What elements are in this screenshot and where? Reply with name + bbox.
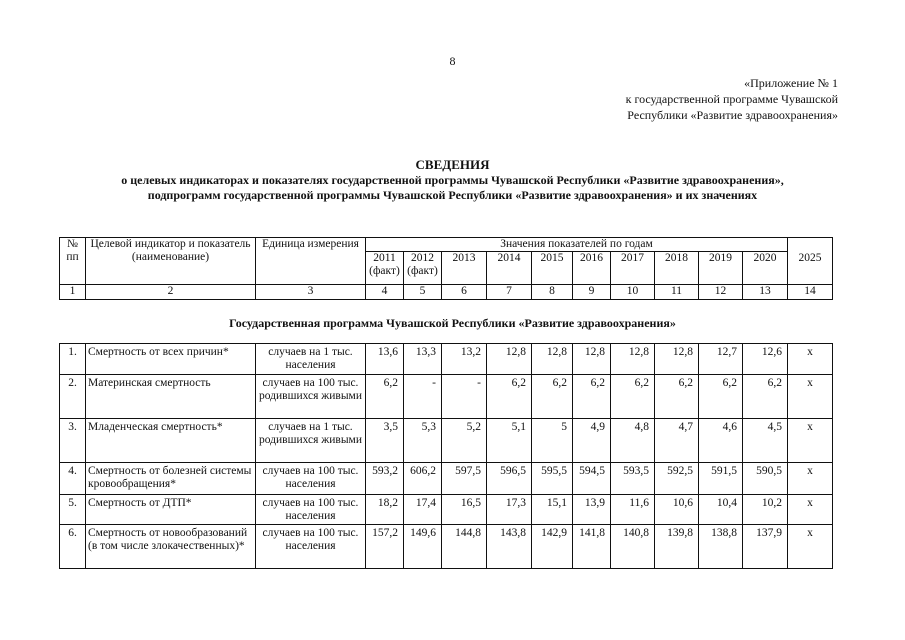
indicator-value: 141,8 bbox=[573, 525, 611, 569]
indicator-name: Смертность от ДТП* bbox=[86, 495, 256, 525]
indicator-value: 140,8 bbox=[611, 525, 655, 569]
indicator-value: 149,6 bbox=[404, 525, 442, 569]
indicator-value: - bbox=[442, 375, 487, 419]
indicator-value: 12,8 bbox=[611, 344, 655, 375]
appendix-line-1: «Приложение № 1 bbox=[744, 76, 838, 90]
column-number: 11 bbox=[655, 285, 699, 300]
indicator-value: 591,5 bbox=[699, 463, 743, 495]
indicator-value: 157,2 bbox=[366, 525, 404, 569]
indicator-value: 5,1 bbox=[487, 419, 532, 463]
appendix-note bbox=[626, 75, 838, 123]
year-header: 2017 bbox=[611, 252, 655, 285]
year-header: 2016 bbox=[573, 252, 611, 285]
indicator-value: 18,2 bbox=[366, 495, 404, 525]
indicator-value: 5 bbox=[532, 419, 573, 463]
indicator-value: 13,2 bbox=[442, 344, 487, 375]
indicator-value: 13,6 bbox=[366, 344, 404, 375]
unit-of-measure: случаев на 100 тыс. населения bbox=[256, 525, 366, 569]
subtitle-line-1: о целевых индикаторах и показателях государственной программы Чувашской Республики «Развитие здравоохранения», bbox=[121, 173, 784, 187]
indicator-value: 6,2 bbox=[487, 375, 532, 419]
column-number: 14 bbox=[788, 285, 833, 300]
indicator-value: 137,9 bbox=[743, 525, 788, 569]
indicator-value: 17,4 bbox=[404, 495, 442, 525]
indicator-value: 606,2 bbox=[404, 463, 442, 495]
indicator-value: х bbox=[788, 375, 833, 419]
column-number: 2 bbox=[86, 285, 256, 300]
indicator-value: 595,5 bbox=[532, 463, 573, 495]
indicator-value: 10,4 bbox=[699, 495, 743, 525]
unit-of-measure: случаев на 100 тыс. родившихся живыми bbox=[256, 375, 366, 419]
indicator-value: 144,8 bbox=[442, 525, 487, 569]
indicator-value: 596,5 bbox=[487, 463, 532, 495]
indicator-value: 15,1 bbox=[532, 495, 573, 525]
row-number: 2. bbox=[60, 375, 86, 419]
row-number: 3. bbox=[60, 419, 86, 463]
indicator-value: 10,2 bbox=[743, 495, 788, 525]
column-number: 3 bbox=[256, 285, 366, 300]
indicator-value: 12,8 bbox=[487, 344, 532, 375]
table-row bbox=[60, 525, 833, 569]
program-title: Государственная программа Чувашской Республики «Развитие здравоохранения» bbox=[229, 316, 676, 330]
indicator-value: 597,5 bbox=[442, 463, 487, 495]
indicator-value: 13,9 bbox=[573, 495, 611, 525]
indicator-value: 6,2 bbox=[743, 375, 788, 419]
year-header: 2020 bbox=[743, 252, 788, 285]
column-number: 9 bbox=[573, 285, 611, 300]
indicator-name: Младенческая смертность* bbox=[86, 419, 256, 463]
column-number: 10 bbox=[611, 285, 655, 300]
row-number: 5. bbox=[60, 495, 86, 525]
indicator-name: Смертность от болезней системы кровообращения* bbox=[86, 463, 256, 495]
indicator-value: 592,5 bbox=[655, 463, 699, 495]
row-number: 6. bbox=[60, 525, 86, 569]
column-number: 7 bbox=[487, 285, 532, 300]
header-empty-cell bbox=[788, 238, 833, 252]
year-header: 2025 bbox=[788, 252, 833, 285]
indicator-value: 12,8 bbox=[573, 344, 611, 375]
row-number: 1. bbox=[60, 344, 86, 375]
indicator-value: 593,2 bbox=[366, 463, 404, 495]
indicator-value: 12,7 bbox=[699, 344, 743, 375]
indicator-value: 143,8 bbox=[487, 525, 532, 569]
indicator-name: Материнская смертность bbox=[86, 375, 256, 419]
indicator-value: - bbox=[404, 375, 442, 419]
column-number: 4 bbox=[366, 285, 404, 300]
indicator-value: 590,5 bbox=[743, 463, 788, 495]
indicator-value: 139,8 bbox=[655, 525, 699, 569]
year-header: 2014 bbox=[487, 252, 532, 285]
indicator-value: 138,8 bbox=[699, 525, 743, 569]
document-subtitle bbox=[40, 173, 865, 203]
unit-of-measure: случаев на 1 тыс. родившихся живыми bbox=[256, 419, 366, 463]
year-header: 2018 bbox=[655, 252, 699, 285]
indicators-table bbox=[59, 343, 833, 569]
header-unit: Единица измерения bbox=[256, 238, 366, 285]
table-row bbox=[60, 419, 833, 463]
indicator-value: 6,2 bbox=[532, 375, 573, 419]
indicator-value: х bbox=[788, 344, 833, 375]
column-number: 12 bbox=[699, 285, 743, 300]
indicator-value: х bbox=[788, 463, 833, 495]
subtitle-line-2: подпрограмм государственной программы Чувашской Республики «Развитие здравоохранения» и их значениях bbox=[147, 188, 758, 202]
year-header: 2011 (факт) bbox=[366, 252, 404, 285]
indicator-value: 4,6 bbox=[699, 419, 743, 463]
indicator-value: 17,3 bbox=[487, 495, 532, 525]
appendix-line-3: Республики «Развитие здравоохранения» bbox=[627, 108, 838, 122]
year-header: 2015 bbox=[532, 252, 573, 285]
indicator-value: 6,2 bbox=[655, 375, 699, 419]
header-indicator: Целевой индикатор и показатель (наименование) bbox=[86, 238, 256, 285]
indicator-value: 4,5 bbox=[743, 419, 788, 463]
column-number: 1 bbox=[60, 285, 86, 300]
indicator-value: 594,5 bbox=[573, 463, 611, 495]
unit-of-measure: случаев на 100 тыс. населения bbox=[256, 495, 366, 525]
indicator-value: 5,3 bbox=[404, 419, 442, 463]
table-row bbox=[60, 375, 833, 419]
year-header: 2013 bbox=[442, 252, 487, 285]
row-number: 4. bbox=[60, 463, 86, 495]
indicator-value: 12,6 bbox=[743, 344, 788, 375]
indicator-value: 6,2 bbox=[611, 375, 655, 419]
column-number: 5 bbox=[404, 285, 442, 300]
indicator-value: 13,3 bbox=[404, 344, 442, 375]
indicator-name: Смертность от всех причин* bbox=[86, 344, 256, 375]
table-row bbox=[60, 463, 833, 495]
indicator-value: 6,2 bbox=[699, 375, 743, 419]
indicator-value: 10,6 bbox=[655, 495, 699, 525]
indicator-value: 16,5 bbox=[442, 495, 487, 525]
header-num: № пп bbox=[60, 238, 86, 285]
indicator-value: 3,5 bbox=[366, 419, 404, 463]
indicator-value: 142,9 bbox=[532, 525, 573, 569]
indicator-value: х bbox=[788, 495, 833, 525]
indicator-value: 4,8 bbox=[611, 419, 655, 463]
header-table bbox=[59, 237, 833, 300]
indicator-value: 11,6 bbox=[611, 495, 655, 525]
table-row bbox=[60, 344, 833, 375]
indicator-value: 4,9 bbox=[573, 419, 611, 463]
indicator-value: х bbox=[788, 419, 833, 463]
indicator-value: 6,2 bbox=[573, 375, 611, 419]
indicator-value: 12,8 bbox=[532, 344, 573, 375]
page-number: 8 bbox=[449, 54, 456, 68]
indicator-value: 4,7 bbox=[655, 419, 699, 463]
header-values-by-year: Значения показателей по годам bbox=[366, 238, 788, 252]
unit-of-measure: случаев на 100 тыс. населения bbox=[256, 463, 366, 495]
year-header: 2012 (факт) bbox=[404, 252, 442, 285]
unit-of-measure: случаев на 1 тыс. населения bbox=[256, 344, 366, 375]
indicator-name: Смертность от новообразований (в том числе злокачественных)* bbox=[86, 525, 256, 569]
column-number: 8 bbox=[532, 285, 573, 300]
indicator-value: 5,2 bbox=[442, 419, 487, 463]
indicator-value: 12,8 bbox=[655, 344, 699, 375]
column-number: 13 bbox=[743, 285, 788, 300]
indicator-value: х bbox=[788, 525, 833, 569]
document-title: СВЕДЕНИЯ bbox=[415, 157, 490, 172]
table-row bbox=[60, 495, 833, 525]
column-number: 6 bbox=[442, 285, 487, 300]
year-header: 2019 bbox=[699, 252, 743, 285]
indicator-value: 6,2 bbox=[366, 375, 404, 419]
appendix-line-2: к государственной программе Чувашской bbox=[625, 92, 838, 106]
indicator-value: 593,5 bbox=[611, 463, 655, 495]
